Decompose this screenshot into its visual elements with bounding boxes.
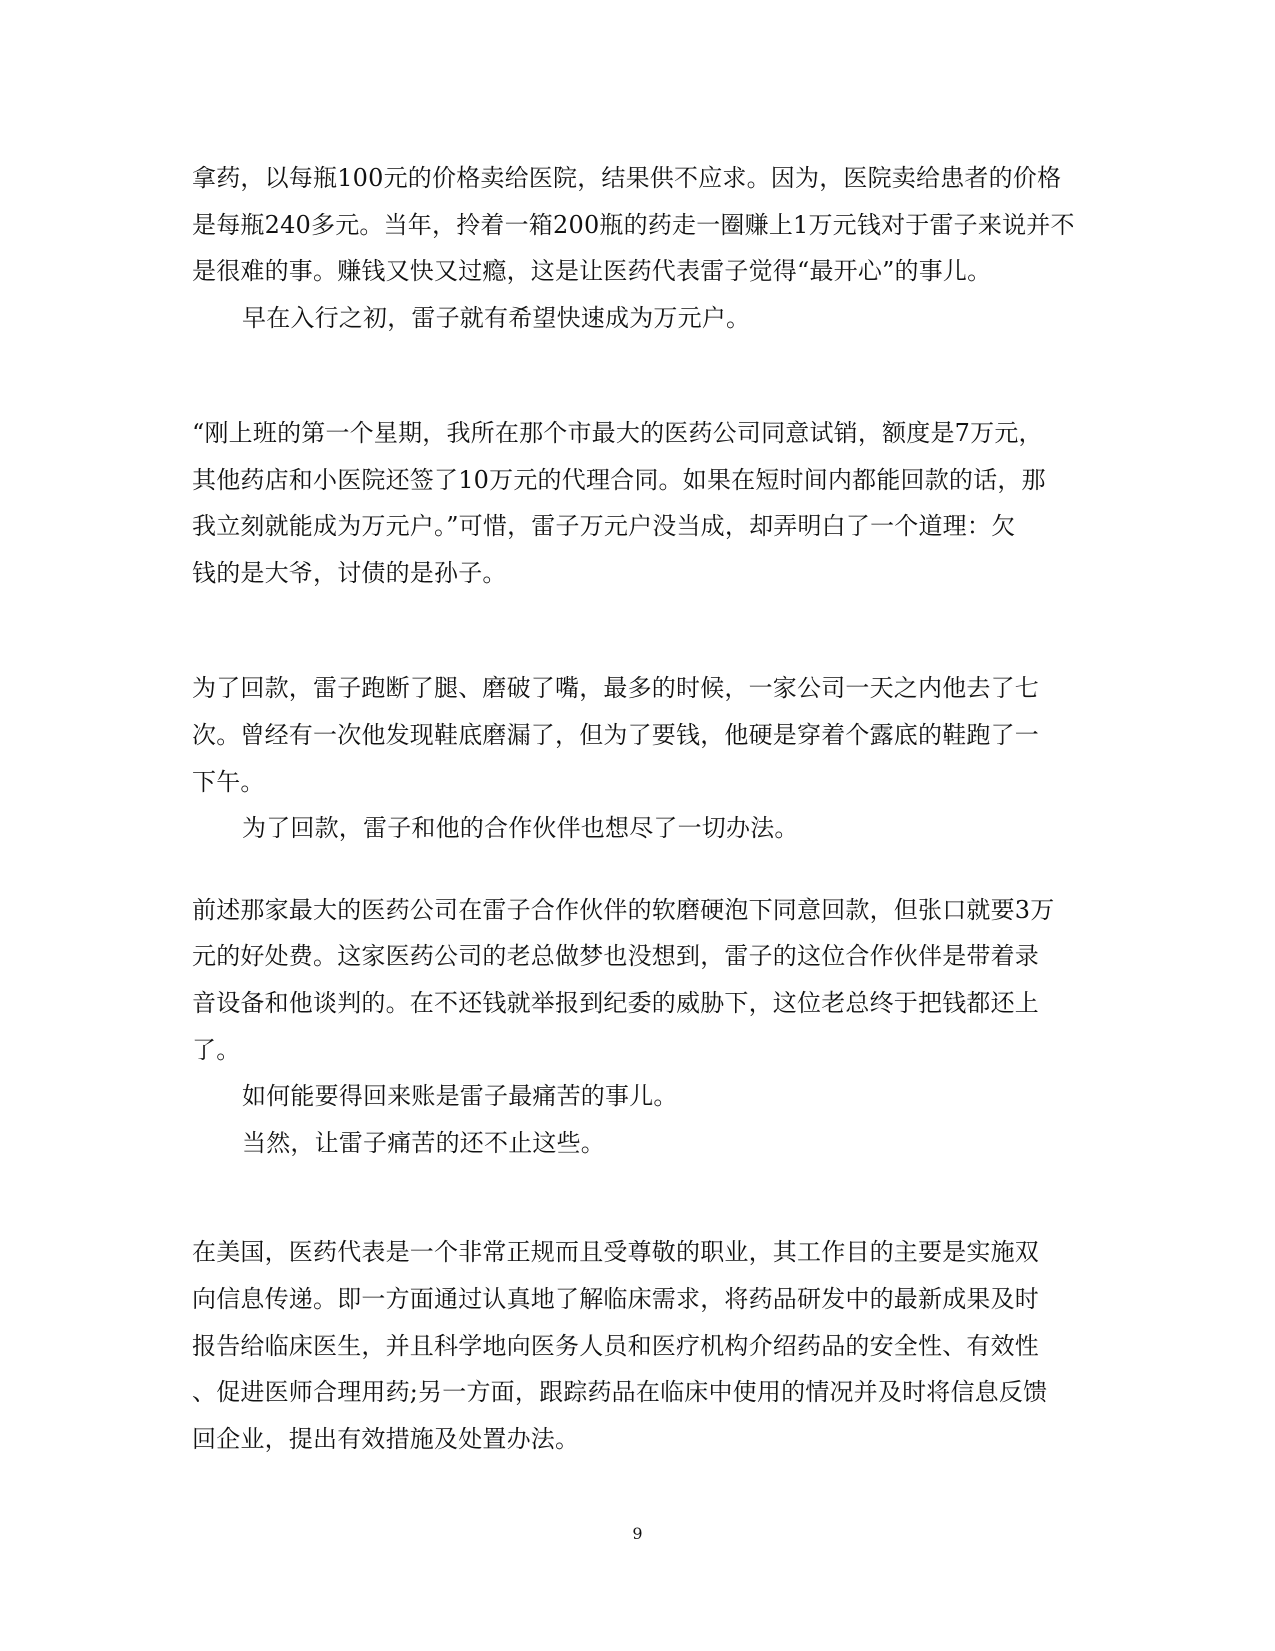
paragraph-line: 其他药店和小医院还签了10万元的代理合同。如果在短时间内都能回款的话，那 xyxy=(192,466,1046,494)
paragraph-line: 当然，让雷子痛苦的还不止这些。 xyxy=(242,1129,605,1157)
paragraph-line: 为了回款，雷子跑断了腿、磨破了嘴，最多的时候，一家公司一天之内他去了七 xyxy=(192,674,1039,702)
paragraph-line: 报告给临床医生，并且科学地向医务人员和医疗机构介绍药品的安全性、有效性 xyxy=(192,1332,1039,1360)
paragraph-line: 次。曾经有一次他发现鞋底磨漏了，但为了要钱，他硬是穿着个露底的鞋跑了一 xyxy=(192,721,1039,749)
paragraph-line: 如何能要得回来账是雷子最痛苦的事儿。 xyxy=(242,1082,678,1110)
paragraph-line: 前述那家最大的医药公司在雷子合作伙伴的软磨硬泡下同意回款，但张口就要3万 xyxy=(192,896,1055,924)
paragraph-line: 早在入行之初，雷子就有希望快速成为万元户。 xyxy=(242,304,751,332)
paragraph-line: “刚上班的第一个星期，我所在那个市最大的医药公司同意试销，额度是7万元， xyxy=(192,419,1043,447)
paragraph-line: 钱的是大爷，讨债的是孙子。 xyxy=(192,559,507,587)
paragraph-line: 是很难的事。赚钱又快又过瘾，这是让医药代表雷子觉得“最开心”的事儿。 xyxy=(192,257,992,285)
paragraph-line: 向信息传递。即一方面通过认真地了解临床需求，将药品研发中的最新成果及时 xyxy=(192,1285,1039,1313)
page-number: 9 xyxy=(632,1524,643,1543)
paragraph-line: 在美国，医药代表是一个非常正规而且受尊敬的职业，其工作目的主要是实施双 xyxy=(192,1238,1039,1266)
paragraph-line: 音设备和他谈判的。在不还钱就举报到纪委的威胁下，这位老总终于把钱都还上 xyxy=(192,989,1039,1017)
paragraph-line: 、促进医师合理用药;另一方面，跟踪药品在临床中使用的情况并及时将信息反馈 xyxy=(192,1378,1048,1406)
paragraph-line: 回企业，提出有效措施及处置办法。 xyxy=(192,1425,580,1453)
paragraph-line: 我立刻就能成为万元户。”可惜，雷子万元户没当成，却弄明白了一个道理：欠 xyxy=(192,512,1016,540)
paragraph-line: 为了回款，雷子和他的合作伙伴也想尽了一切办法。 xyxy=(242,814,799,842)
paragraph-line: 下午。 xyxy=(192,768,265,796)
paragraph-line: 元的好处费。这家医药公司的老总做梦也没想到，雷子的这位合作伙伴是带着录 xyxy=(192,942,1039,970)
paragraph-line: 拿药，以每瓶100元的价格卖给医院，结果供不应求。因为，医院卖给患者的价格 xyxy=(192,164,1062,192)
paragraph-line: 了。 xyxy=(192,1036,241,1064)
paragraph-line: 是每瓶240多元。当年，拎着一箱200瓶的药走一圈赚上1万元钱对于雷子来说并不 xyxy=(192,211,1075,239)
